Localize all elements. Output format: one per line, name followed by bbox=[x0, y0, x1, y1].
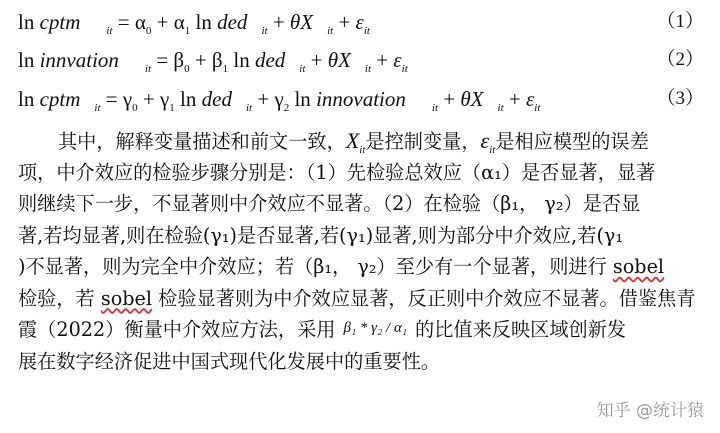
eq2-number: （2） bbox=[656, 49, 704, 70]
para-line-5: )不显著，则为完全中介效应；若（β₁， γ₂）至少有一个显著，则进行 sobel bbox=[18, 255, 665, 278]
eq3-number: （3） bbox=[656, 88, 704, 109]
watermark: 知乎 @统计猿 bbox=[596, 401, 704, 421]
para-line-2: 项，中介效应的检验步骤分别是：（1）先检验总效应（α₁）是否显著，显著 bbox=[18, 160, 656, 184]
epsilon-symbol: $\varepsilon_{it}$ bbox=[480, 128, 496, 156]
eq2-beta0: β bbox=[173, 48, 185, 72]
equation-2: ln innvation $_{it} = \beta_0 + \beta_1$ ln ded $_{it}$ + θX $_{it} + \varepsilon_{it}$ （2） bbox=[18, 45, 708, 75]
eq3-innovation: innovation bbox=[316, 87, 406, 111]
eq3-ded: ded bbox=[201, 87, 232, 111]
eq1-alpha0: α bbox=[134, 10, 146, 34]
eq1-alpha1: α bbox=[173, 10, 185, 34]
eq2-left: innvation bbox=[39, 48, 119, 72]
sobel-term: sobel bbox=[100, 286, 153, 310]
equation-3: ln cptm $_{it} = \gamma_0 + \gamma_1$ ln ded $_{it} + \gamma_2$ ln innovation $_{it}$ + θX $_{it} + \varepsilon_{it}$ （3） bbox=[18, 84, 708, 114]
para-line-7: 霞（2022）衡量中介效应方法，采用 $^{\beta_1 * \gamma_2 / \alpha_1}$ 的比值来反映区域创新发 bbox=[18, 318, 627, 341]
sobel-term: sobel bbox=[612, 255, 665, 278]
equation-1: ln cptm $_{it} = \alpha_0 + \alpha_1$ ln ded $_{it}$ + θX $_{it} + \varepsilon_{it}$ （1） bbox=[18, 7, 708, 37]
eq3-gamma0: γ bbox=[122, 87, 133, 111]
para-line-4: 著,若均显著,则在检验(γ₁)是否显著,若(γ₁)显著,则为部分中介效应,若(γ₁ bbox=[18, 223, 624, 247]
eq3-left: cptm bbox=[39, 87, 81, 111]
eq1-ded: ded bbox=[217, 10, 248, 34]
eq1-left: cptm bbox=[39, 10, 81, 34]
eq2-beta1: β bbox=[211, 48, 223, 72]
eq3-gamma2: γ bbox=[274, 87, 284, 111]
body-paragraph bbox=[18, 125, 706, 377]
eq2-ded: ded bbox=[254, 48, 286, 72]
ratio-formula: β₁ * γ₂ / α₁ bbox=[343, 320, 408, 336]
eq3-gamma1: γ bbox=[160, 87, 170, 111]
eq1-number: （1） bbox=[656, 11, 704, 32]
para-line-3: 则继续下一步，不显著则中介效应不显著。（2）在检验（β₁， γ₂）是否显 bbox=[18, 192, 641, 215]
para-line-1: 其中，解释变量描述和前文一致，$X_{it}$是控制变量，$\varepsilon_{it}$是相应模型的误差 bbox=[58, 128, 649, 156]
x-symbol: $X_{it}$ bbox=[345, 128, 366, 156]
para-line-8: 展在数字经济促进中国式现代化发展中的重要性。 bbox=[18, 349, 441, 373]
para-line-6: 检验，若 sobel 检验显著则为中介效应显著，反正则中介效应不显著。借鉴焦青 bbox=[18, 286, 696, 310]
